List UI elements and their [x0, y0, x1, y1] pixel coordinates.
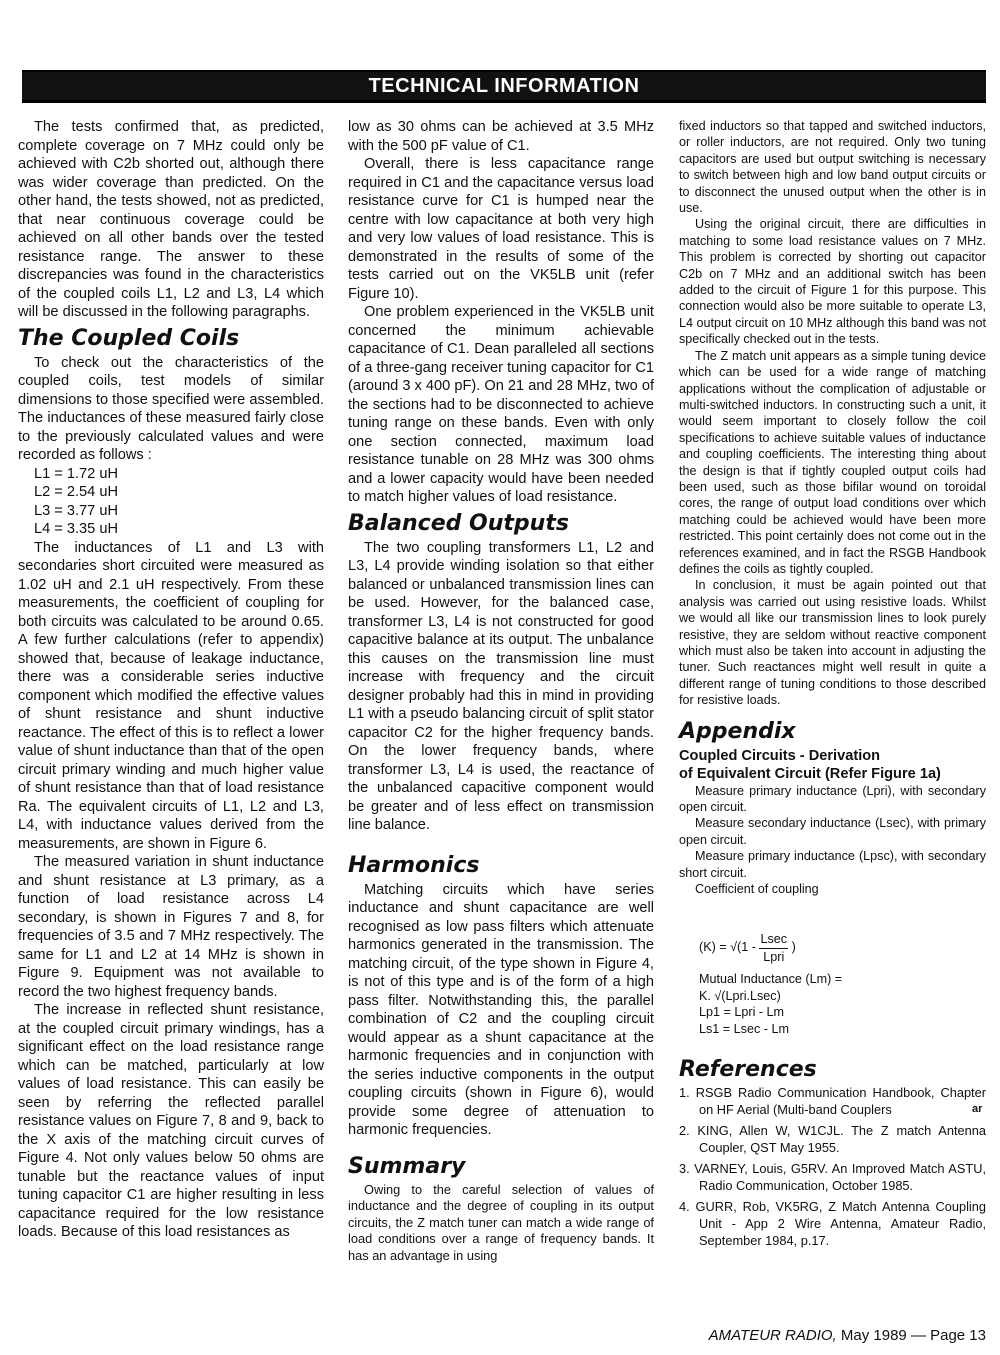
- reference-item: 2. KING, Allen W, W1CJL. The Z match Antenna Coupler, QST May 1955.: [679, 1123, 986, 1155]
- formula-text: ): [791, 940, 796, 955]
- formula-text: (K) = √(1 -: [699, 940, 756, 955]
- paragraph: In conclusion, it must be again pointed out that analysis was carried out using resistive loads. Whilst we would all like our transmission lines to look purely resistive, they are seldom without reactive component which must also be taken into account in adjusting the tuner. Such reactances might well result in quite a different range of tuning conditions to those described for resistive loads.: [679, 578, 986, 708]
- paragraph: Overall, there is less capacitance range required in C1 and the capacitance versus load resistance curve for C1 is humped near the centre with low capacitance at both very high and very low values of load resistance. This is demonstrated in the results of some of the tests carried out on the VK5LB unit (refer Figure 10).: [348, 156, 654, 302]
- heading-appendix: Appendix: [679, 718, 796, 744]
- fraction-denominator: Lpri: [763, 949, 785, 964]
- paragraph: Owing to the careful selection of values of inductance and the degree of coupling in its output circuits, the Z match tuner can match a wide range of load conditions over a range of frequency bands. It has an advantage in using: [348, 1181, 654, 1263]
- section-title: TECHNICAL INFORMATION: [368, 75, 640, 97]
- reference-item: 1. RSGB Radio Communication Handbook, Chapter on HF Aerial (Multi-band Couplers: [679, 1084, 986, 1117]
- paragraph: The Z match unit appears as a simple tuning device which can be used for a wide range of matching applications without the complication of adjustable or multi-switched inductors. In constructing such a unit, it would seem important to closely follow the coil specifications to achieve suitable values of inductance and coupling coefficients. The interesting thing about the design is that if tightly coupled output coils had been used, such as those bifilar wound on toroidal cores, the range of output load conditions over which matching could be achieved would have been more restricted. This point certainly does not come out in the references examined, and in fact the RSGB Handbook defines the coils as tightly coupled.: [679, 348, 986, 576]
- heading-summary: Summary: [348, 1153, 466, 1179]
- formula-line: Lp1 = Lpri - Lm: [699, 1005, 785, 1020]
- footer-issue: May 1989 — Page 13: [836, 1327, 986, 1344]
- inductance-list: [18, 465, 324, 539]
- paragraph: Coefficient of coupling: [695, 882, 819, 897]
- heading-coupled-coils: The Coupled Coils: [18, 325, 240, 351]
- paragraph: The increase in reflected shunt resistance, at the coupled circuit primary windings, has a significant effect on the load resistance range which can be matched, particularly at low values of load resistance. This can easily be seen by referring the reflected parallel resistance values on Figure 7, 8 and 9, back to the X axis of the matching circuit curves of Figure 4. Not only values below 50 ohms are tunable but the reactance values of input tuning capacitor C1 are higher resulting in less capacitance required for the low resistance loads. Because of this load resistances as: [18, 1002, 324, 1240]
- list-item: L1 = 1.72 uH: [34, 465, 118, 482]
- formula-line: Ls1 = Lsec - Lm: [699, 1021, 789, 1036]
- paragraph: Measure primary inductance (Lpsc), with secondary short circuit.: [679, 849, 986, 880]
- formula-coupling: [679, 931, 986, 965]
- column-2: [348, 118, 654, 1264]
- formula-line: K. √(Lpri.Lsec): [699, 988, 781, 1003]
- references-list: [679, 1085, 986, 1249]
- stray-mark: ar: [972, 1103, 983, 1115]
- list-item: L3 = 3.77 uH: [34, 502, 118, 519]
- paragraph: fixed inductors so that tapped and switched inductors, or roller inductors, are not required. Only two tuning capacitors are used but output switching is necessary to switch between high and low band output circuits or to disconnect the unused output when the other is in use.: [679, 119, 986, 216]
- fraction-numerator: Lsec: [759, 931, 788, 948]
- footer-publication: AMATEUR RADIO,: [708, 1327, 837, 1344]
- heading-balanced-outputs: Balanced Outputs: [348, 510, 569, 536]
- paragraph: Measure secondary inductance (Lsec), with primary open circuit.: [679, 816, 986, 847]
- page-footer: [709, 1327, 986, 1344]
- formula-line: Mutual Inductance (Lm) =: [699, 972, 843, 987]
- appendix-subtitle: of Equivalent Circuit (Refer Figure 1a): [679, 765, 941, 782]
- section-banner: [22, 70, 986, 103]
- column-1: [18, 118, 324, 1242]
- list-item: L2 = 2.54 uH: [34, 484, 118, 500]
- paragraph: To check out the characteristics of the coupled coils, test models of similar dimensions to those specified were assembled. The inductances of these measured fairly close to the previously calculated values and were recorded as follows :: [18, 354, 324, 463]
- paragraph: One problem experienced in the VK5LB unit concerned the minimum achievable capacitance of C1. Dean paralleled all sections of a three-gang receiver tuning capacitor for C1 (around 3 x 400 pF). On 21 and 28 MHz, two of the sections had to be disconnected to achieve tuning range on these bands. Even with only one section connected, maximum load resistance tunable on 28 MHz was 300 ohms and a lower capacity would have been needed to match higher values of load resistance.: [348, 304, 654, 505]
- paragraph: Using the original circuit, there are difficulties in matching to some load resistance values on 7 MHz. This problem is corrected by shorting out capacitor C2b on 7 MHz and an additional switch has been added to the circuit of Figure 1 for this purpose. This connection would also be more suitable to operate L3, L4 output circuit on 10 MHz although this band was not specifically checked out in the tests.: [679, 217, 986, 347]
- column-3: [679, 118, 986, 1254]
- list-item: L4 = 3.35 uH: [34, 521, 118, 537]
- paragraph: The inductances of L1 and L3 with secondaries short circuited were measured as 1.02 uH and 2.1 uH respectively. From these measurements, the coefficient of coupling for both circuits was calculated to be around 0.65. A few further calculations (refer to appendix) showed that, because of leakage inductance, there was a considerable series inductive component which modified the effective values of shunt resistance and shunt inductive reactance. The effect of this is to reflect a lower value of shunt inductance than that of the open circuit primary winding and much higher value of shunt resistance than that of load resistance Ra. The equivalent circuits of L1, L2 and L3, L4, with inductance values derived from the measurements, are shown in Figure 6.: [18, 539, 324, 852]
- paragraph: Matching circuits which have series inductance and shunt capacitance are well recognised as low pass filters which attenuate harmonics generated in the transmission. The matching circuit, of the type shown in Figure 4, is not of this type and is of the form of a high pass filter. Notwithstanding this, the parallel combination of C2 and the coupling circuit would appear as a shunt capacitance at the harmonic frequencies and in conjunction with the series inductive components in the output coupling circuits (shown in Figure 6), would provide some degree of attenuation to harmonic frequencies.: [348, 881, 654, 1138]
- paragraph: The tests confirmed that, as predicted, complete coverage on 7 MHz could only be achieved with C2b shorted out, although there was wider coverage than predicted. On the other hand, the tests showed, not as predicted, that near continuous coverage could be achieved on all other bands over the tested resistance range. The answer to these discrepancies was found in the characteristics of the coupled coils L1, L2 and L3, L4 which will be discussed in the following paragraphs.: [18, 119, 324, 320]
- fraction: [759, 931, 788, 965]
- heading-references: References: [679, 1056, 817, 1082]
- paragraph: The two coupling transformers L1, L2 and L3, L4 provide winding isolation so that either balanced or unbalanced transmission lines can be used. However, for the balanced case, transformer L3, L4 is not constructed for good capacitive balance at its output. The unbalance this causes on the transmission line must increase with frequency and the circuit designer probably had this in mind in providing L1 with a pseudo balancing circuit of split stator capacitor C2 for the higher frequency bands. On the lower frequency bands, where transformer L3, L4 is used, the reactance of the unbalanced capacitive component would be greater and of less effect on transmission line balance.: [348, 539, 654, 833]
- paragraph: Measure primary inductance (Lpri), with secondary open circuit.: [679, 783, 986, 815]
- paragraph: low as 30 ohms can be achieved at 3.5 MHz with the 500 pF value of C1.: [348, 119, 654, 154]
- reference-item: 3. VARNEY, Louis, G5RV. An Improved Match ASTU, Radio Communication, October 1985.: [679, 1161, 986, 1193]
- reference-item: 4. GURR, Rob, VK5RG, Z Match Antenna Coupling Unit - App 2 Wire Antenna, Amateur Radio, September 1984, p.17.: [679, 1199, 986, 1248]
- heading-harmonics: Harmonics: [348, 852, 480, 878]
- paragraph: The measured variation in shunt inductance and shunt resistance at L3 primary, as a function of load resistance across L4 secondary, is shown in Figures 7 and 8, for frequencies of 3.5 and 7 MHz respectively. The same for L1 and L2 at 14 MHz is shown in Figure 9. Equipment was not available to record the two highest frequency bands.: [18, 854, 324, 1000]
- appendix-subtitle: Coupled Circuits - Derivation: [679, 747, 881, 764]
